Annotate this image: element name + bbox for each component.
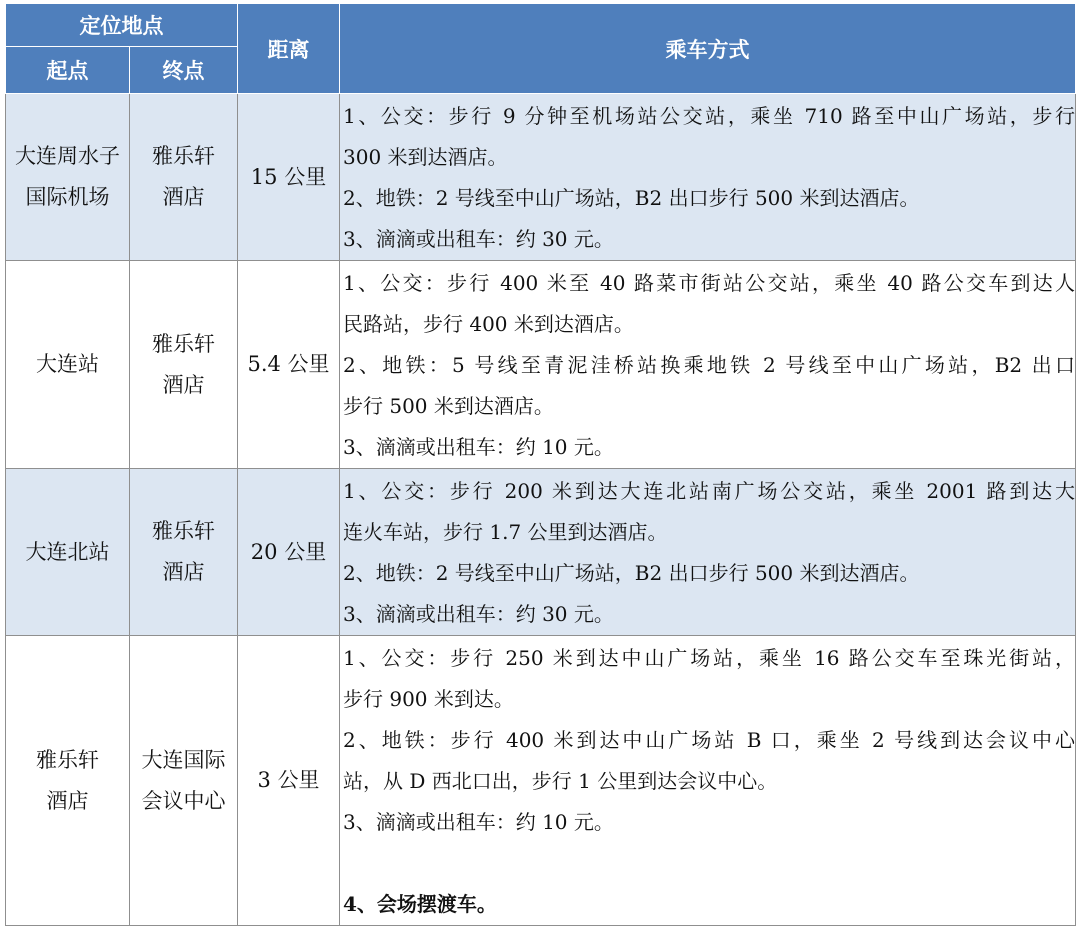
method-line: 3、滴滴或出租车：约 10 元。 xyxy=(343,810,614,834)
end-line: 雅乐轩 xyxy=(152,331,215,356)
method-line: 2、地铁：2 号线至中山广场站，B2 出口步行 500 米到达酒店。 xyxy=(343,186,920,210)
end-cell xyxy=(130,261,238,469)
header-distance: 距离 xyxy=(238,4,340,94)
start-cell xyxy=(6,261,130,469)
method-line: 1、公交：步行 9 分钟至机场站公交站，乘坐 710 路至中山广场站，步行 xyxy=(343,104,1075,128)
end-line: 雅乐轩 xyxy=(152,519,215,543)
end-line: 大连国际 xyxy=(141,747,226,772)
end-cell xyxy=(130,469,238,636)
header-method: 乘车方式 xyxy=(340,4,1076,94)
method-line: 1、公交：步行 200 米到达大连北站南广场公交站，乘坐 2001 路到达大 xyxy=(343,479,1075,503)
method-line: 步行 900 米到达。 xyxy=(343,687,514,711)
end-line: 会议中心 xyxy=(141,788,226,813)
method-line: 民路站，步行 400 米到达酒店。 xyxy=(343,312,634,336)
start-cell xyxy=(6,94,130,261)
method-line: 连火车站，步行 1.7 公里到达酒店。 xyxy=(343,520,668,544)
method-cell xyxy=(340,261,1076,469)
method-cell xyxy=(340,469,1076,636)
header-end: 终点 xyxy=(130,47,238,94)
start-line: 大连北站 xyxy=(25,539,110,564)
blank-line xyxy=(343,843,1075,884)
start-line: 大连周水子 xyxy=(15,144,120,168)
method-line: 3、滴滴或出租车：约 30 元。 xyxy=(343,602,614,626)
method-line: 3、滴滴或出租车：约 10 元。 xyxy=(343,435,614,459)
method-line: 步行 500 米到达酒店。 xyxy=(343,394,554,418)
method-cell xyxy=(340,94,1076,261)
distance-cell: 20 公里 xyxy=(238,469,340,636)
table-row xyxy=(6,636,1076,926)
start-line: 国际机场 xyxy=(25,185,110,209)
start-line: 大连站 xyxy=(36,352,99,376)
start-cell xyxy=(6,469,130,636)
start-line: 酒店 xyxy=(46,788,89,813)
end-line: 酒店 xyxy=(162,372,205,397)
method-line: 1、公交：步行 400 米至 40 路菜市街站公交站，乘坐 40 路公交车到达人 xyxy=(343,271,1075,295)
method-line: 2、地铁：5 号线至青泥洼桥站换乘地铁 2 号线至中山广场站，B2 出口 xyxy=(343,353,1075,377)
end-line: 雅乐轩 xyxy=(152,144,215,168)
method-cell xyxy=(340,636,1076,926)
table-header xyxy=(6,4,1076,94)
header-location-group: 定位地点 xyxy=(6,4,238,47)
method-line: 2、地铁：2 号线至中山广场站，B2 出口步行 500 米到达酒店。 xyxy=(343,561,920,585)
start-line: 雅乐轩 xyxy=(36,747,99,772)
method-line: 站，从 D 西北口出，步行 1 公里到达会议中心。 xyxy=(343,769,778,793)
distance-cell: 5.4 公里 xyxy=(238,261,340,469)
method-line: 3、滴滴或出租车：约 30 元。 xyxy=(343,227,614,251)
end-line: 酒店 xyxy=(162,560,205,584)
route-table xyxy=(5,3,1076,926)
table-row xyxy=(6,469,1076,636)
table-row xyxy=(6,261,1076,469)
end-cell xyxy=(130,94,238,261)
shuttle-line: 4、会场摆渡车。 xyxy=(343,892,497,916)
end-cell xyxy=(130,636,238,926)
method-line: 1、公交：步行 250 米到达中山广场站，乘坐 16 路公交车至珠光街站， xyxy=(343,646,1075,670)
method-line: 300 米到达酒店。 xyxy=(343,145,508,169)
distance-cell: 15 公里 xyxy=(238,94,340,261)
header-start: 起点 xyxy=(6,47,130,94)
end-line: 酒店 xyxy=(162,185,205,209)
method-line: 2、地铁：步行 400 米到达中山广场站 B 口，乘坐 2 号线到达会议中心 xyxy=(343,728,1075,752)
distance-cell: 3 公里 xyxy=(238,636,340,926)
start-cell xyxy=(6,636,130,926)
table-row xyxy=(6,94,1076,261)
